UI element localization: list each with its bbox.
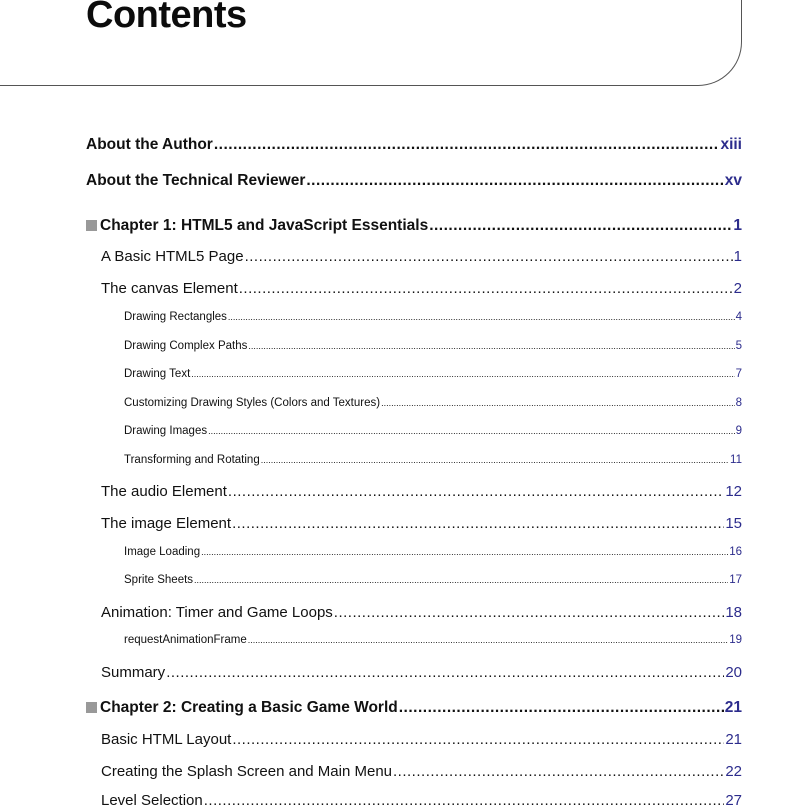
toc-entry-label: The audio Element [101, 483, 227, 500]
toc-entry-label: Transforming and Rotating [124, 454, 260, 466]
dot-leader [166, 664, 724, 681]
toc-entry[interactable] [124, 311, 742, 323]
toc-entry[interactable] [101, 792, 742, 809]
toc-entry[interactable] [124, 546, 742, 558]
toc-entry[interactable] [124, 425, 742, 437]
toc-entry-page: xiii [720, 136, 742, 153]
toc-entry-page: 18 [725, 604, 742, 621]
toc-entry-page: 15 [725, 515, 742, 532]
toc-entry-page: 17 [729, 574, 742, 586]
dot-leader [381, 397, 735, 409]
toc-entry[interactable] [101, 604, 742, 621]
toc-entry[interactable] [101, 731, 742, 748]
toc-entry[interactable] [124, 397, 742, 409]
toc-entry-page: 22 [725, 763, 742, 780]
toc-entry-page: 1 [733, 217, 742, 234]
toc-entry-label: Drawing Rectangles [124, 311, 227, 323]
dot-leader [429, 217, 732, 235]
toc-entry-chapter-1[interactable] [86, 217, 742, 235]
dot-leader [191, 368, 734, 380]
toc-entry-label: Customizing Drawing Styles (Colors and Textures) [124, 397, 381, 409]
toc-entry-page: 9 [735, 425, 742, 437]
toc-entry[interactable] [124, 340, 742, 352]
toc-entry-page: 2 [733, 280, 742, 297]
toc-entry-label: Creating the Splash Screen and Main Menu [101, 763, 393, 780]
dot-leader [228, 483, 724, 500]
toc-entry-label: A Basic HTML5 Page [101, 248, 244, 265]
dot-leader [208, 425, 735, 437]
toc-entry-label: Drawing Text [124, 368, 191, 380]
toc-entry-label: Summary [101, 664, 166, 681]
toc-entry-page: 16 [729, 546, 742, 558]
dot-leader [248, 634, 728, 646]
toc-entry-label [86, 217, 428, 235]
toc-entry[interactable] [101, 515, 742, 532]
toc-entry-label: Basic HTML Layout [101, 731, 232, 748]
toc-entry[interactable] [101, 763, 742, 780]
dot-leader [334, 604, 725, 621]
chapter-title: Chapter 1: HTML5 and JavaScript Essentials [100, 217, 429, 234]
toc-entry[interactable] [124, 574, 742, 586]
toc-entry-page: 21 [725, 731, 742, 748]
toc-entry-chapter-2[interactable] [86, 699, 742, 717]
toc-entry-page: 7 [735, 368, 742, 380]
dot-leader [232, 515, 724, 532]
dot-leader [248, 340, 734, 352]
toc-entry-page: 27 [725, 792, 742, 809]
toc-entry[interactable] [124, 634, 742, 646]
toc-entry-label: Animation: Timer and Game Loops [101, 604, 333, 621]
dot-leader [204, 792, 725, 809]
chapter-square-icon [86, 702, 97, 713]
toc-entry-page: 19 [729, 634, 742, 646]
toc-entry-page: 21 [724, 699, 742, 716]
dot-leader [201, 546, 728, 558]
toc-entry-about-reviewer[interactable] [86, 172, 742, 190]
dot-leader [228, 311, 735, 323]
toc-entry-label: Drawing Complex Paths [124, 340, 248, 352]
toc-entry-label: Image Loading [124, 546, 201, 558]
toc-entry-label: The image Element [101, 515, 232, 532]
toc-entry[interactable] [101, 248, 742, 265]
toc-entry-label: requestAnimationFrame [124, 634, 247, 646]
toc-entry-label: The canvas Element [101, 280, 238, 297]
dot-leader [245, 248, 733, 265]
toc-entry[interactable] [124, 368, 742, 380]
toc-entry-about-author[interactable] [86, 136, 742, 154]
toc-entry[interactable] [101, 664, 742, 681]
toc-entry[interactable] [101, 280, 742, 297]
dot-leader [194, 574, 728, 586]
toc-entry-label: About the Technical Reviewer [86, 172, 306, 189]
dot-leader [261, 454, 729, 466]
toc-entry-label [86, 699, 398, 717]
dot-leader [239, 280, 733, 297]
dot-leader [393, 763, 724, 780]
dot-leader [214, 136, 720, 154]
toc-entry-page: 11 [730, 454, 742, 466]
chapter-square-icon [86, 220, 97, 231]
toc-entry[interactable] [124, 454, 742, 466]
toc-entry[interactable] [101, 483, 742, 500]
toc-entry-page: 12 [725, 483, 742, 500]
page-title: Contents [86, 0, 247, 36]
toc-entry-page: 4 [735, 311, 742, 323]
dot-leader [232, 731, 724, 748]
chapter-title: Chapter 2: Creating a Basic Game World [100, 699, 398, 716]
toc-entry-page: 8 [735, 397, 742, 409]
toc-entry-label: About the Author [86, 136, 213, 153]
toc-entry-page: 1 [733, 248, 742, 265]
toc-entry-label: Level Selection [101, 792, 203, 809]
dot-leader [306, 172, 723, 190]
toc-entry-label: Sprite Sheets [124, 574, 194, 586]
toc-entry-page: 20 [725, 664, 742, 681]
toc-entry-label: Drawing Images [124, 425, 208, 437]
toc-entry-page: 5 [735, 340, 742, 352]
dot-leader [399, 699, 724, 717]
toc-entry-page: xv [724, 172, 742, 189]
